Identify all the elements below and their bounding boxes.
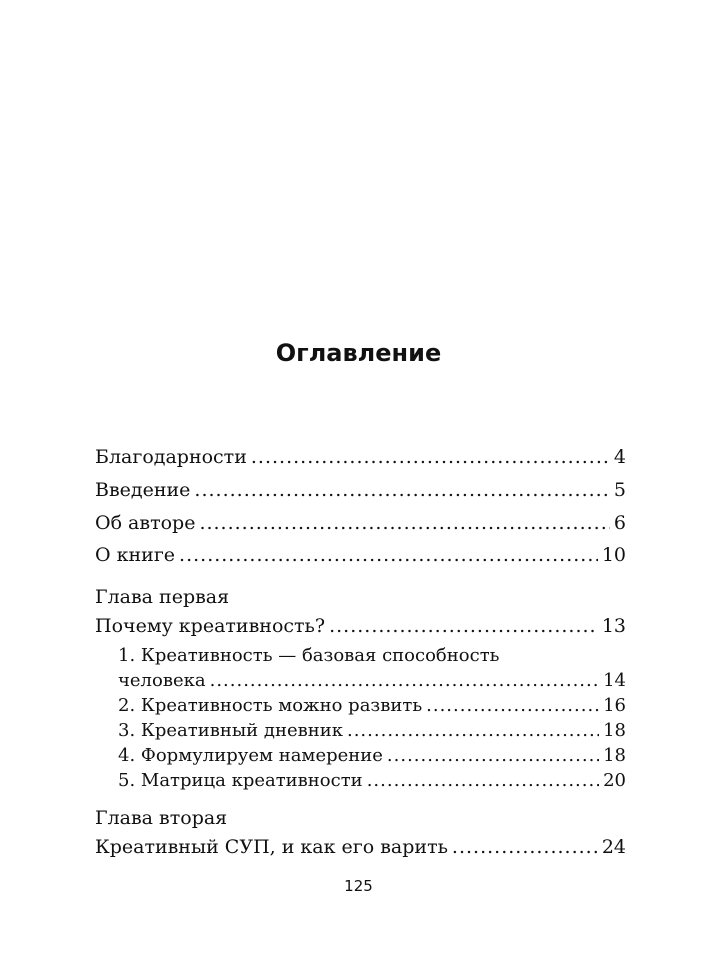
dot-leader [194,477,609,503]
toc-subentry-label-line: 1. Креативность — базовая способность [118,645,500,666]
chapter-heading: Глава вторая [95,807,228,829]
dot-leader [426,693,599,719]
toc-entry-page: 10 [601,544,626,566]
dot-leader [452,834,598,860]
toc-entry-label: человека [118,670,206,691]
toc-entry-page: 18 [603,720,626,741]
toc-subentry-4 [118,743,626,769]
dot-leader [367,768,599,794]
toc-subentry-3 [118,718,626,744]
toc-entry-page: 14 [603,670,626,691]
toc-entry-label: 3. Креативный дневник [118,720,343,741]
toc-entry-label: Введение [95,479,191,501]
dot-leader [347,718,599,744]
toc-entry-acknowledgements [95,444,626,470]
toc-entry-label: Почему креативность? [95,615,326,637]
toc-entry-chapter1 [95,613,626,639]
toc-entry-page: 24 [601,836,626,858]
toc-entry-introduction [95,477,626,503]
toc-entry-label: 4. Формулируем намерение [118,745,383,766]
toc-entry-page: 4 [613,446,626,468]
toc-entry-page: 13 [601,615,626,637]
dot-leader [251,444,610,470]
dot-leader [210,668,600,694]
toc-entry-page: 16 [603,695,626,716]
dot-leader [329,613,598,639]
toc-entry-page: 5 [613,479,626,501]
toc-entry-page: 6 [613,512,626,534]
toc-entry-label: 5. Матрица креативности [118,770,363,791]
toc-entry-page: 18 [603,745,626,766]
toc-entry-label: 2. Креативность можно развить [118,695,423,716]
toc-entry-about-book [95,542,626,568]
toc-subentry-2 [118,693,626,719]
toc-entry-label: Благодарности [95,446,247,468]
chapter-heading: Глава первая [95,586,230,608]
toc-entry-label: Креативный СУП, и как его варить [95,836,448,858]
toc-subentry-5 [118,768,626,794]
dot-leader [387,743,599,769]
page-number: 125 [344,877,373,895]
dot-leader [179,542,598,568]
toc-entry-chapter2 [95,834,626,860]
toc-entry-label: Об авторе [95,512,196,534]
toc-entry-page: 20 [603,770,626,791]
dot-leader [199,510,609,536]
toc-entry-label: О книге [95,544,176,566]
toc-entry-about-author [95,510,626,536]
page-title: Оглавление [275,339,442,367]
toc-subentry-1 [118,668,626,694]
